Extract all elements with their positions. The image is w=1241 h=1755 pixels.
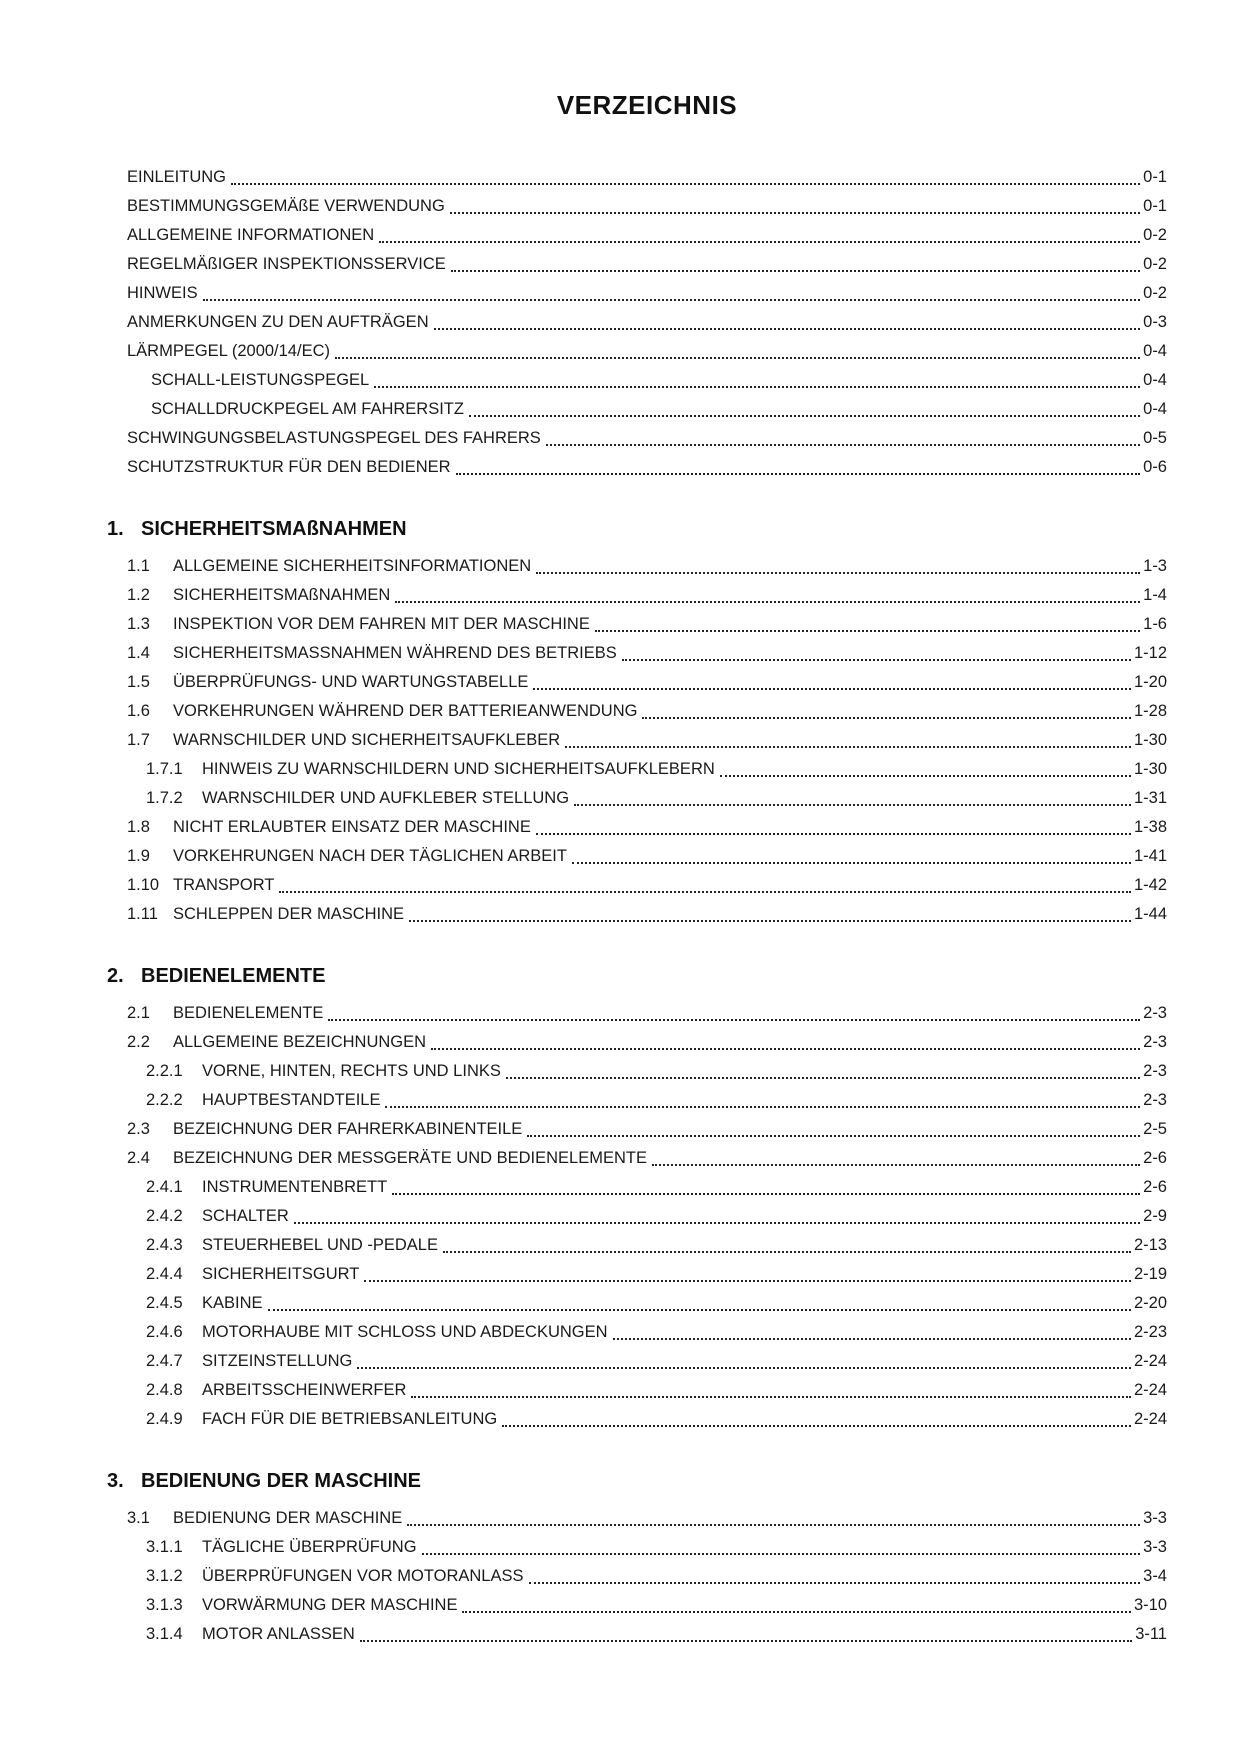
toc-entry-page: 0-1 [1143,168,1167,186]
toc-entry-page: 2-3 [1143,1033,1167,1051]
section-header [107,514,1167,544]
toc-entry-label: VORKEHRUNGEN WÄHREND DER BATTERIEANWENDUNG [173,702,638,720]
toc-entry [127,279,1167,308]
leader-dots [443,1251,1131,1253]
toc-entry [127,337,1167,366]
toc-entry-number: 2.4.6 [146,1323,183,1341]
toc-entry [127,610,1167,639]
toc-entry-label: SICHERHEITSGURT [202,1265,360,1283]
toc-entry [127,1533,1167,1562]
toc-entry-number: 1.1 [127,557,150,575]
toc-entry-label: HAUPTBESTANDTEILE [202,1091,381,1109]
leader-dots [652,1164,1140,1166]
toc-entry [127,250,1167,279]
toc-entry-page: 1-4 [1143,586,1167,604]
toc-entry [127,1347,1167,1376]
toc-entry-label: WARNSCHILDER UND AUFKLEBER STELLUNG [202,789,570,807]
toc-entry-label: SCHALLDRUCKPEGEL AM FAHRERSITZ [151,400,464,418]
toc-entry-number: 2.1 [127,1004,150,1022]
toc-entry-label: WARNSCHILDER UND SICHERHEITSAUFKLEBER [173,731,561,749]
toc-entry-label: BEDIENELEMENTE [173,1004,324,1022]
toc-entry [127,1086,1167,1115]
toc-entry-page: 0-4 [1143,342,1167,360]
toc-entry [127,1260,1167,1289]
toc-entry [127,395,1167,424]
toc-entry-number: 1.3 [127,615,150,633]
toc-entry-number: 1.6 [127,702,150,720]
toc-entry [127,1231,1167,1260]
toc-entry-page: 3-11 [1135,1625,1167,1643]
toc-entry-page: 0-5 [1143,429,1167,447]
leader-dots [527,1135,1140,1137]
section-header [107,961,1167,991]
toc-entry-page: 2-6 [1143,1178,1167,1196]
leader-dots [529,1582,1141,1584]
toc-entry-label: REGELMÄßIGER INSPEKTIONSSERVICE [127,255,446,273]
toc-entry-number: 2.4.2 [146,1207,183,1225]
toc-entry-label: ALLGEMEINE INFORMATIONEN [127,226,375,244]
toc-entry [127,308,1167,337]
toc-entry-page: 1-20 [1133,673,1167,691]
leader-dots [536,572,1140,574]
toc-entry-label: FACH FÜR DIE BETRIEBSANLEITUNG [202,1410,498,1428]
toc-entry-label: KABINE [202,1294,263,1312]
leader-dots [456,473,1141,475]
toc-entry-number: 1.7.1 [146,760,183,778]
toc-entry-label: SCHUTZSTRUKTUR FÜR DEN BEDIENER [127,458,451,476]
section-entries-block [127,999,1167,1434]
toc-entry-label: HINWEIS ZU WARNSCHILDERN UND SICHERHEITSAUFKLEBERN [202,760,715,778]
toc-entry-label: BEDIENUNG DER MASCHINE [173,1509,403,1527]
toc-entry-number: 2.4.7 [146,1352,183,1370]
toc-entry [127,1376,1167,1405]
toc-entry-number: 2.2.2 [146,1091,183,1109]
toc-entry-label: BEZEICHNUNG DER FAHRERKABINENTEILE [173,1120,523,1138]
toc-entry-label: VORKEHRUNGEN NACH DER TÄGLICHEN ARBEIT [173,847,567,865]
leader-dots [533,688,1131,690]
toc-entry-label: MOTOR ANLASSEN [202,1625,355,1643]
toc-entry [127,1144,1167,1173]
toc-entry-page: 1-12 [1133,644,1167,662]
toc-entry-number: 1.11 [127,905,158,923]
section-title: BEDIENUNG DER MASCHINE [141,1470,422,1492]
toc-entry [127,1591,1167,1620]
toc-entry [127,755,1167,784]
toc-entry [127,900,1167,929]
leader-dots [595,630,1140,632]
leader-dots [335,357,1140,359]
toc-entry-page: 1-42 [1133,876,1167,894]
toc-entry-label: MOTORHAUBE MIT SCHLOSS UND ABDECKUNGEN [202,1323,608,1341]
toc-entry-number: 3.1.3 [146,1596,183,1614]
leader-dots [385,1106,1140,1108]
toc-entry-page: 0-6 [1143,458,1167,476]
toc-entry [127,581,1167,610]
toc-entry-label: VORNE, HINTEN, RECHTS UND LINKS [202,1062,501,1080]
toc-entry [127,1057,1167,1086]
toc-entry-number: 1.7 [127,731,150,749]
toc-entry-label: VORWÄRMUNG DER MASCHINE [202,1596,458,1614]
leader-dots [720,775,1131,777]
toc-entry-number: 2.2 [127,1033,150,1051]
section-title: BEDIENELEMENTE [141,965,326,987]
section-number: 3. [107,1470,124,1492]
toc-entry-number: 1.2 [127,586,150,604]
toc-entry-page: 0-1 [1143,197,1167,215]
toc-entry-label: ÜBERPRÜFUNGEN VOR MOTORANLASS [202,1567,524,1585]
toc-entry [127,1405,1167,1434]
leader-dots [622,659,1131,661]
toc-entry-label: SCHWINGUNGSBELASTUNGSPEGEL DES FAHRERS [127,429,541,447]
toc-entry-page: 1-30 [1133,760,1167,778]
toc-entry-number: 2.4 [127,1149,150,1167]
toc-entry-page: 2-3 [1143,1091,1167,1109]
toc-entry-label: SCHALTER [202,1207,289,1225]
leader-dots [407,1524,1140,1526]
leader-dots [546,444,1140,446]
toc-entry-page: 0-4 [1143,400,1167,418]
leader-dots [203,299,1141,301]
toc-entry [127,192,1167,221]
toc-entry-number: 3.1.4 [146,1625,183,1643]
toc-entry [127,726,1167,755]
toc-entry [127,1289,1167,1318]
toc-entry-page: 2-24 [1133,1352,1167,1370]
toc-entry-number: 2.3 [127,1120,150,1138]
toc-entry-page: 1-31 [1133,789,1167,807]
leader-dots [231,183,1140,185]
leader-dots [294,1222,1140,1224]
toc-entry-label: EINLEITUNG [127,168,227,186]
toc-entry [127,453,1167,482]
toc-entry-label: NICHT ERLAUBTER EINSATZ DER MASCHINE [173,818,531,836]
toc-entry-page: 1-3 [1143,557,1167,575]
leader-dots [450,212,1140,214]
section-header [107,1466,1167,1496]
toc-entry [127,1173,1167,1202]
toc-entry [127,668,1167,697]
leader-dots [536,833,1131,835]
toc-entry-page: 2-9 [1143,1207,1167,1225]
section-entries-block [127,552,1167,929]
page-title: VERZEICHNIS [556,90,738,120]
toc-entry-number: 1.7.2 [146,789,183,807]
toc-entry-label: ANMERKUNGEN ZU DEN AUFTRÄGEN [127,313,429,331]
front-matter-block [127,163,1167,482]
leader-dots [374,386,1140,388]
toc-entry-label: SITZEINSTELLUNG [202,1352,353,1370]
toc-entry [127,1504,1167,1533]
toc-entry-number: 1.8 [127,818,150,836]
toc-entry-number: 2.4.4 [146,1265,183,1283]
toc-entry-page: 1-41 [1133,847,1167,865]
leader-dots [268,1309,1131,1311]
toc-entry-label: TRANSPORT [173,876,275,894]
toc-entry [127,871,1167,900]
toc-entry-label: SCHLEPPEN DER MASCHINE [173,905,405,923]
toc-entry-label: ÜBERPRÜFUNGS- UND WARTUNGSTABELLE [173,673,529,691]
leader-dots [572,862,1131,864]
toc-entry [127,1115,1167,1144]
toc-entry-page: 2-20 [1133,1294,1167,1312]
section-title: SICHERHEITSMAßNAHMEN [141,518,407,540]
toc-entry [127,1028,1167,1057]
toc-entry-label: ALLGEMEINE BEZEICHNUNGEN [173,1033,427,1051]
toc-entry [127,424,1167,453]
toc-entry-label: LÄRMPEGEL (2000/14/EC) [127,342,330,360]
toc-entry-label: BEZEICHNUNG DER MESSGERÄTE UND BEDIENELEMENTE [173,1149,647,1167]
leader-dots [328,1019,1140,1021]
toc-entry-label: ALLGEMEINE SICHERHEITSINFORMATIONEN [173,557,532,575]
toc-entry-label: INSPEKTION VOR DEM FAHREN MIT DER MASCHINE [173,615,590,633]
toc-entry-page: 1-6 [1143,615,1167,633]
toc-entry-number: 2.2.1 [146,1062,183,1080]
toc-entry [127,1562,1167,1591]
leader-dots [411,1396,1131,1398]
toc-entry-page: 0-3 [1143,313,1167,331]
leader-dots [451,270,1140,272]
leader-dots [462,1611,1131,1613]
toc-entry [127,1318,1167,1347]
toc-entry-label: SCHALL-LEISTUNGSPEGEL [151,371,370,389]
leader-dots [565,746,1131,748]
leader-dots [642,717,1130,719]
toc-entry-page: 2-13 [1133,1236,1167,1254]
section-number: 2. [107,965,124,987]
leader-dots [434,328,1141,330]
toc-entry [127,842,1167,871]
toc-entry-number: 1.5 [127,673,150,691]
toc-entry-number: 1.10 [127,876,160,894]
toc-entry-number: 2.4.5 [146,1294,183,1312]
leader-dots [613,1338,1131,1340]
toc-entry-number: 2.4.1 [146,1178,183,1196]
toc-entry-page: 3-4 [1143,1567,1167,1585]
toc-entry [127,813,1167,842]
toc-entry-number: 1.9 [127,847,150,865]
toc-entry-page: 3-10 [1133,1596,1167,1614]
toc-entry-page: 1-38 [1133,818,1167,836]
toc-entry-label: STEUERHEBEL UND -PEDALE [202,1236,438,1254]
toc-entry [127,999,1167,1028]
toc-entry-page: 1-30 [1133,731,1167,749]
leader-dots [379,241,1140,243]
leader-dots [357,1367,1131,1369]
leader-dots [364,1280,1131,1282]
toc-entry-page: 2-24 [1133,1381,1167,1399]
toc-entry [127,366,1167,395]
toc-entry [127,784,1167,813]
toc-entry-number: 1.4 [127,644,150,662]
toc-entry [127,639,1167,668]
toc-entry-label: TÄGLICHE ÜBERPRÜFUNG [202,1538,417,1556]
toc-entry-label: SICHERHEITSMASSNAHMEN WÄHREND DES BETRIEBS [173,644,617,662]
toc-entry [127,697,1167,726]
toc-entry [127,221,1167,250]
leader-dots [360,1640,1132,1642]
toc-entry-number: 3.1.1 [146,1538,183,1556]
toc-entry-page: 0-2 [1143,255,1167,273]
toc-entry-page: 2-23 [1133,1323,1167,1341]
leader-dots [469,415,1140,417]
toc-entry-number: 2.4.3 [146,1236,183,1254]
toc-entry [127,552,1167,581]
toc-entry [127,1202,1167,1231]
leader-dots [422,1553,1141,1555]
toc-entry-page: 3-3 [1143,1509,1167,1527]
leader-dots [574,804,1131,806]
toc-entry-label: ARBEITSSCHEINWERFER [202,1381,407,1399]
leader-dots [279,891,1131,893]
toc-entry-page: 3-3 [1143,1538,1167,1556]
toc-entry-page: 0-2 [1143,284,1167,302]
toc-entry-page: 2-3 [1143,1004,1167,1022]
toc-entry-page: 2-5 [1143,1120,1167,1138]
leader-dots [392,1193,1140,1195]
toc-entry-label: HINWEIS [127,284,198,302]
toc-entry-number: 3.1 [127,1509,150,1527]
toc-entry-number: 2.4.9 [146,1410,183,1428]
toc-entry [127,163,1167,192]
leader-dots [431,1048,1140,1050]
toc-entry-page: 1-44 [1133,905,1167,923]
leader-dots [506,1077,1140,1079]
toc-entry-label: SICHERHEITSMAßNAHMEN [173,586,391,604]
toc-entry-page: 0-2 [1143,226,1167,244]
leader-dots [502,1425,1131,1427]
toc-entry-number: 2.4.8 [146,1381,183,1399]
section-number: 1. [107,518,124,540]
leader-dots [409,920,1131,922]
toc-entry-number: 3.1.2 [146,1567,183,1585]
leader-dots [395,601,1140,603]
toc-entry-page: 2-6 [1143,1149,1167,1167]
toc-entry-page: 0-4 [1143,371,1167,389]
toc-entry-page: 2-3 [1143,1062,1167,1080]
section-entries-block [127,1504,1167,1649]
table-of-contents [107,163,1167,1649]
toc-entry [127,1620,1167,1649]
toc-entry-label: INSTRUMENTENBRETT [202,1178,388,1196]
toc-entry-label: BESTIMMUNGSGEMÄßE VERWENDUNG [127,197,445,215]
toc-entry-page: 1-28 [1133,702,1167,720]
toc-entry-page: 2-19 [1133,1265,1167,1283]
toc-entry-page: 2-24 [1133,1410,1167,1428]
